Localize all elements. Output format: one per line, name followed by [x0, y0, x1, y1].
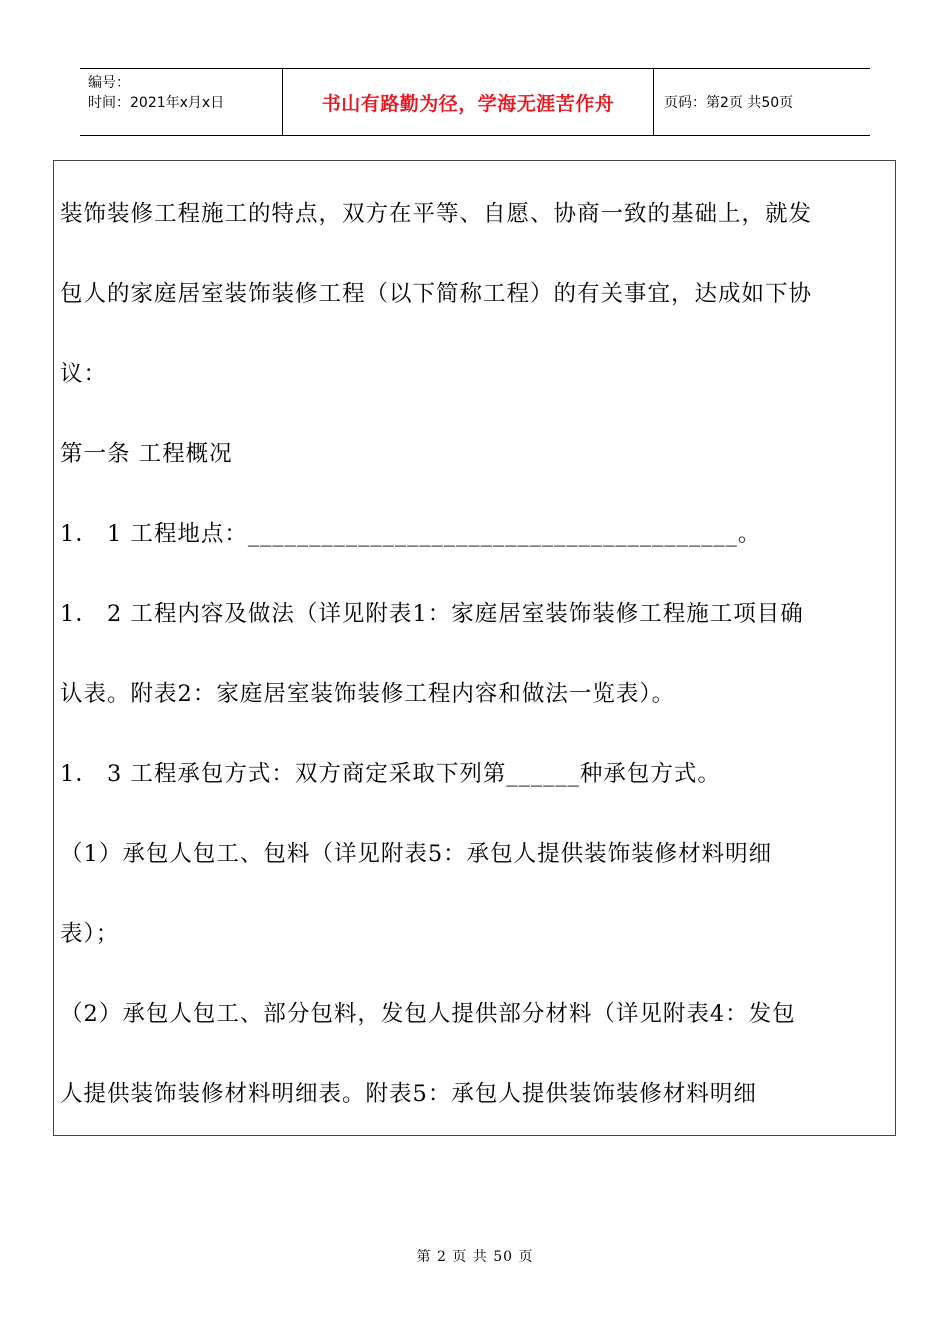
body-line: 人提供装饰装修材料明细表。附表5：承包人提供装饰装修材料明细 [60, 1081, 757, 1107]
body-line: 包人的家庭居室装饰装修工程（以下简称工程）的有关事宜，达成如下协 [60, 281, 813, 307]
body-line: 表）； [60, 921, 120, 947]
section-heading: 第一条 工程概况 [60, 441, 233, 467]
body-line: 1． 3 工程承包方式：双方商定采取下列第______种承包方式。 [60, 761, 721, 787]
page-footer: 第 2 页 共 50 页 [416, 1249, 534, 1265]
body-line: 装饰装修工程施工的特点，双方在平等、自愿、协商一致的基础上，就发 [60, 201, 813, 227]
date-label: 时间：2021年x月x日 [88, 95, 225, 111]
header-motto: 书山有路勤为径，学海无涯苦作舟 [282, 69, 654, 135]
body-line: 议： [60, 361, 108, 387]
header-meta [80, 69, 282, 135]
body-line: （1）承包人包工、包料（详见附表5：承包人提供装饰装修材料明细 [60, 841, 773, 867]
body-line: 1． 1 工程地点：________________________________________。 [60, 521, 762, 547]
header-page-info: 页码：第2页 共50页 [664, 95, 794, 111]
serial-number-label: 编号： [88, 75, 130, 91]
body-line: （2）承包人包工、部分包料，发包人提供部分材料（详见附表4：发包 [60, 1001, 796, 1027]
page-header [80, 68, 870, 136]
body-line: 1． 2 工程内容及做法（详见附表1：家庭居室装饰装修工程施工项目确 [60, 601, 804, 627]
body-line: 认表。附表2：家庭居室装饰装修工程内容和做法一览表）。 [60, 681, 676, 707]
contract-body [60, 176, 890, 1134]
